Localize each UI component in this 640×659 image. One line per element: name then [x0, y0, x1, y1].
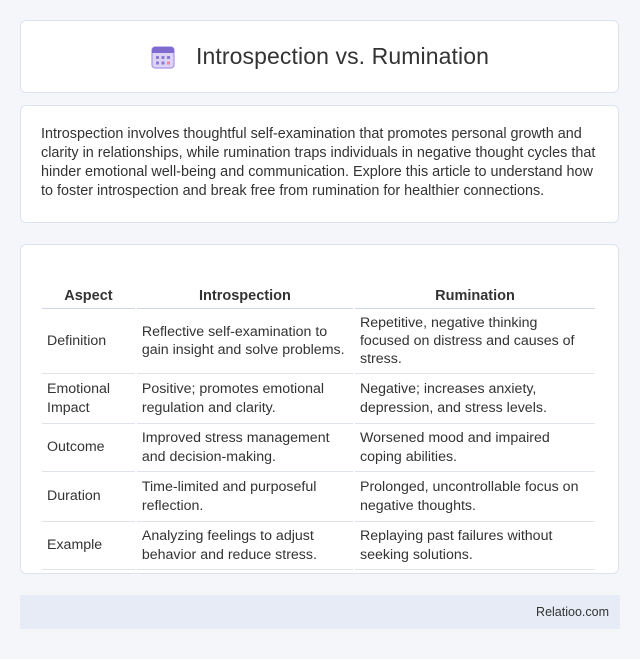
- intro-paragraph: Introspection involves thoughtful self-examination that promotes personal growth and clarity in relationships, while rumination traps individuals in negative thought cycles that hinder emotional well-being and communication. Explore this article to understand how to foster introspection and break free from rumination for healthier connections.: [41, 126, 596, 200]
- aspect-cell: Outcome: [42, 424, 135, 472]
- introspection-cell: Time-limited and purposeful reflection.: [137, 472, 353, 522]
- title-card: [20, 20, 619, 93]
- header-aspect: Aspect: [42, 265, 135, 309]
- intro-card: [20, 105, 619, 223]
- comparison-card: [20, 244, 619, 574]
- rumination-cell: Negative; increases anxiety, depression, and stress levels.: [355, 374, 595, 424]
- introspection-cell: Reflective self-examination to gain insight and solve problems.: [137, 309, 353, 374]
- table-row: [42, 424, 595, 472]
- rumination-cell: Repetitive, negative thinking focused on distress and causes of stress.: [355, 309, 595, 374]
- rumination-cell: Worsened mood and impaired coping abilities.: [355, 424, 595, 472]
- comparison-table: [40, 265, 597, 570]
- table-row: [42, 309, 595, 374]
- aspect-cell: Example: [42, 522, 135, 570]
- header-introspection: Introspection: [137, 265, 353, 309]
- calendar-icon: [150, 44, 176, 70]
- footer-brand: Relatioo.com: [536, 605, 609, 619]
- aspect-cell: Emotional Impact: [42, 374, 135, 424]
- aspect-cell: Definition: [42, 309, 135, 374]
- page-title: Introspection vs. Rumination: [196, 43, 489, 69]
- title-wrap: [150, 43, 489, 70]
- header-rumination: Rumination: [355, 265, 595, 309]
- footer-bar: [20, 595, 620, 629]
- rumination-cell: Replaying past failures without seeking solutions.: [355, 522, 595, 570]
- table-row: [42, 472, 595, 522]
- introspection-cell: Improved stress management and decision-making.: [137, 424, 353, 472]
- introspection-cell: Analyzing feelings to adjust behavior and reduce stress.: [137, 522, 353, 570]
- introspection-cell: Positive; promotes emotional regulation and clarity.: [137, 374, 353, 424]
- table-header-row: [42, 265, 595, 309]
- table-row: [42, 522, 595, 570]
- aspect-cell: Duration: [42, 472, 135, 522]
- rumination-cell: Prolonged, uncontrollable focus on negative thoughts.: [355, 472, 595, 522]
- table-row: [42, 374, 595, 424]
